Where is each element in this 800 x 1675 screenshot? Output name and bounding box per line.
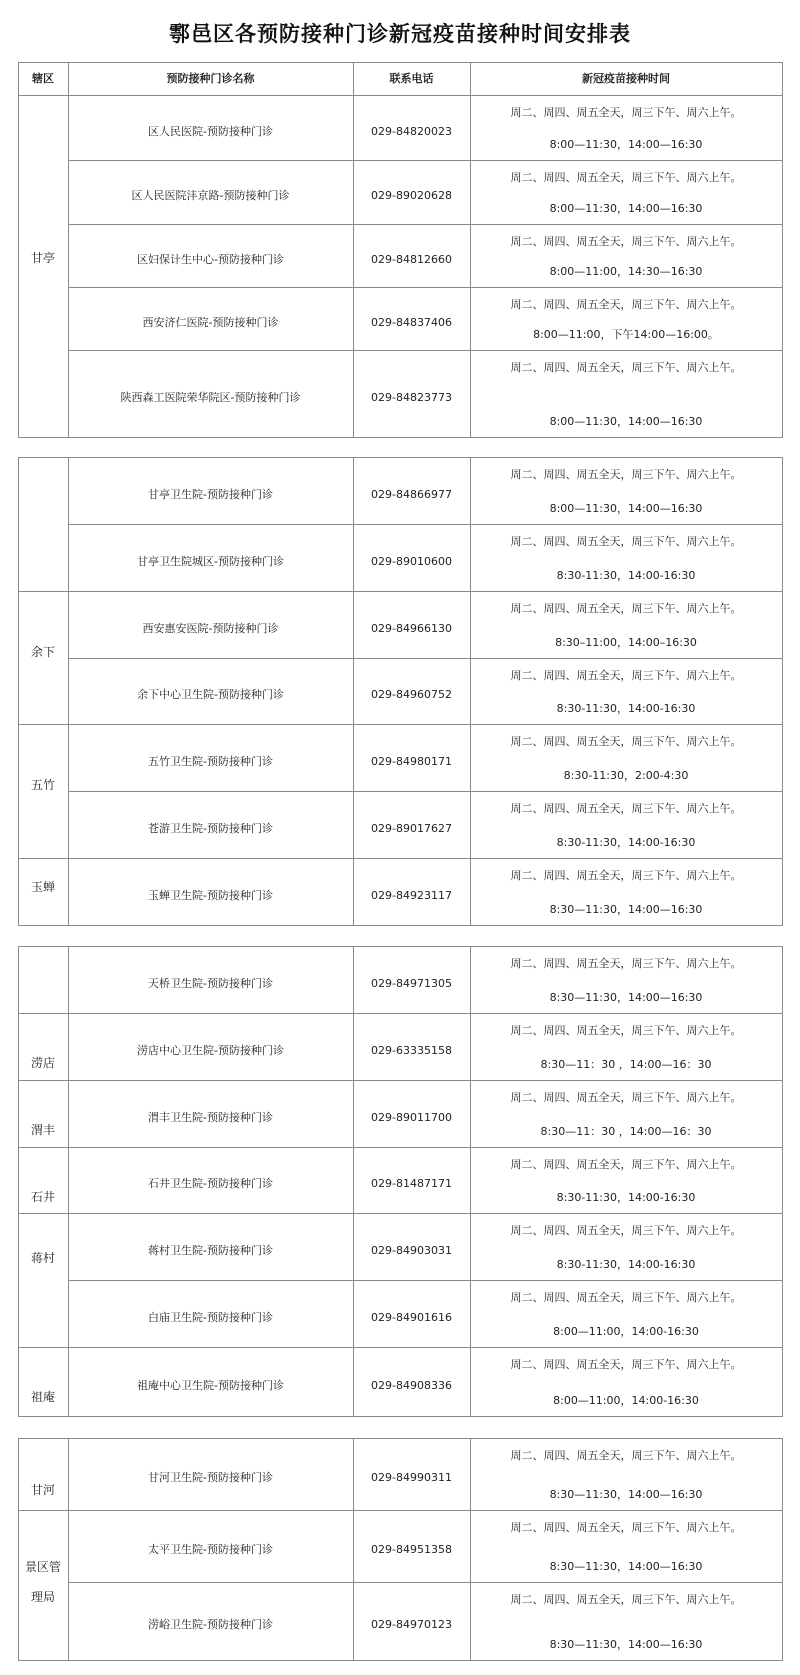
clinic-name: 区人民医院沣京路-预防接种门诊	[131, 189, 290, 202]
phone-number: 029-84966130	[371, 621, 452, 635]
table-rule-h	[18, 946, 783, 947]
table-rule-v	[782, 457, 783, 926]
table-rule-h	[18, 591, 69, 592]
table-rule-h	[68, 724, 783, 725]
clinic-name: 玉蝉卫生院-预防接种门诊	[148, 888, 273, 902]
district-label: 祖庵	[30, 1390, 56, 1404]
table-rule-h	[18, 95, 783, 96]
table-rule-v	[68, 946, 69, 1416]
clinic-name: 蒋村卫生院-预防接种门诊	[148, 1243, 273, 1257]
clinic-name: 西安济仁医院-预防接种门诊	[142, 315, 279, 329]
phone-number: 029-84970123	[371, 1618, 452, 1631]
table-rule-v	[353, 62, 354, 437]
clinic-name: 涝店中心卫生院-预防接种门诊	[137, 1043, 284, 1057]
district-label: 景区管	[24, 1560, 62, 1574]
phone-number: 029-84820023	[371, 124, 452, 138]
table-rule-h	[18, 437, 783, 438]
phone-number: 029-84990311	[371, 1471, 452, 1484]
schedule-days: 周二、周四、周五全天，周三下午、周六上午。	[510, 468, 742, 481]
table-rule-h	[18, 1147, 69, 1148]
table-rule-h	[68, 791, 783, 792]
phone-number: 029-84923117	[371, 888, 452, 902]
phone-number: 029-84960752	[371, 688, 452, 701]
table-rule-h	[68, 287, 783, 288]
clinic-name: 西安惠安医院-预防接种门诊	[142, 621, 279, 635]
schedule-days: 周二、周四、周五全天，周三下午、周六上午。	[510, 106, 742, 119]
table-rule-h	[18, 1510, 69, 1511]
phone-number: 029-84980171	[371, 754, 452, 768]
table-rule-h	[68, 1080, 783, 1081]
phone-number: 029-63335158	[371, 1043, 452, 1057]
clinic-name: 五竹卫生院-预防接种门诊	[148, 754, 273, 768]
phone-number: 029-84866977	[371, 487, 452, 501]
phone-number: 029-84908336	[371, 1378, 452, 1392]
clinic-name: 涝峪卫生院-预防接种门诊	[148, 1618, 273, 1631]
schedule-days: 周二、周四、周五全天，周三下午、周六上午。	[510, 1024, 742, 1037]
phone-number: 029-89010600	[371, 554, 452, 568]
schedule-days: 周二、周四、周五全天，周三下午、周六上午。	[510, 735, 742, 748]
table-rule-h	[18, 1213, 69, 1214]
clinic-name: 渭丰卫生院-预防接种门诊	[148, 1110, 273, 1124]
schedule-hours: 8:00—11:30，14:00—16:30	[549, 415, 703, 428]
table-rule-h	[68, 224, 783, 225]
table-rule-v	[470, 457, 471, 925]
table-rule-h	[18, 724, 69, 725]
table-rule-h	[68, 160, 783, 161]
phone-number: 029-89011700	[371, 1110, 452, 1124]
table-rule-v	[470, 1438, 471, 1660]
district-label: 涝店	[30, 1056, 56, 1070]
table-rule-v	[470, 62, 471, 437]
page-title: 鄠邑区各预防接种门诊新冠疫苗接种时间安排表	[169, 22, 631, 46]
district-label: 玉蝉	[30, 880, 56, 894]
schedule-days: 周二、周四、周五全天，周三下午、周六上午。	[510, 602, 742, 615]
schedule-days: 周二、周四、周五全天，周三下午、周六上午。	[510, 535, 742, 548]
district-label: 渭丰	[30, 1123, 56, 1137]
table-rule-h	[68, 658, 783, 659]
table-rule-v	[353, 946, 354, 1416]
schedule-hours: 8:00—11:30，14:00—16:30	[549, 202, 703, 215]
table-rule-h	[68, 1510, 783, 1511]
district-label: 甘河	[30, 1483, 56, 1497]
schedule-days: 周二、周四、周五全天，周三下午、周六上午。	[510, 1224, 742, 1237]
schedule-hours: 8:00—11:00，14:00-16:30	[553, 1325, 699, 1338]
schedule-hours: 8:30—11:30，14:00—16:30	[549, 991, 703, 1004]
clinic-name: 甘亭卫生院-预防接种门诊	[148, 487, 273, 501]
table-rule-h	[68, 591, 783, 592]
schedule-days: 周二、周四、周五全天，周三下午、周六上午。	[510, 1358, 742, 1371]
district-label: 蒋村	[30, 1251, 56, 1265]
schedule-hours: 8:30—11:30，14:00—16:30	[549, 903, 703, 916]
table-rule-v	[18, 457, 19, 925]
schedule-days: 周二、周四、周五全天，周三下午、周六上午。	[510, 1593, 742, 1606]
phone-number: 029-84971305	[371, 976, 452, 990]
phone-number: 029-84837406	[371, 315, 452, 329]
table-section	[18, 62, 782, 438]
table-rule-h	[18, 1660, 783, 1661]
table-section	[18, 1438, 782, 1661]
header-phone: 联系电话	[389, 71, 434, 85]
schedule-hours: 8:30—11:30，14:00—16:30	[549, 1638, 703, 1651]
schedule-days: 周二、周四、周五全天，周三下午、周六上午。	[510, 1291, 742, 1304]
schedule-days: 周二、周四、周五全天，周三下午、周六上午。	[510, 1449, 742, 1462]
table-rule-h	[18, 858, 69, 859]
schedule-hours: 8:00—11:00，14:30—16:30	[549, 265, 703, 278]
table-rule-v	[68, 457, 69, 925]
schedule-days: 周二、周四、周五全天，周三下午、周六上午。	[510, 361, 742, 374]
table-rule-h	[18, 62, 783, 63]
phone-number: 029-84903031	[371, 1243, 452, 1257]
table-rule-h	[68, 1013, 783, 1014]
clinic-name: 石井卫生院-预防接种门诊	[148, 1177, 273, 1190]
phone-number: 029-84823773	[371, 390, 452, 404]
schedule-days: 周二、周四、周五全天，周三下午、周六上午。	[510, 957, 742, 970]
schedule-hours: 8:30-11:30，14:00-16:30	[556, 1191, 696, 1204]
table-rule-h	[18, 457, 783, 458]
table-rule-h	[68, 1280, 783, 1281]
table-rule-h	[68, 524, 783, 525]
table-rule-h	[18, 1013, 69, 1014]
schedule-hours: 8:00—11:30，14:00—16:30	[549, 138, 703, 151]
table-rule-v	[68, 1438, 69, 1660]
schedule-hours: 8:00—11:30，14:00—16:30	[549, 502, 703, 515]
table-rule-h	[68, 350, 783, 351]
table-rule-h	[18, 1347, 69, 1348]
table-rule-v	[18, 946, 19, 1416]
phone-number: 029-89017627	[371, 821, 452, 835]
clinic-name: 余下中心卫生院-预防接种门诊	[137, 688, 284, 701]
schedule-hours: 8:30—11:30，14:00—16:30	[549, 1488, 703, 1501]
table-rule-v	[782, 62, 783, 438]
table-rule-v	[353, 457, 354, 925]
table-rule-h	[68, 858, 783, 859]
district-label: 甘亭	[30, 251, 56, 265]
table-rule-v	[68, 62, 69, 437]
table-rule-h	[68, 1347, 783, 1348]
table-rule-h	[18, 1080, 69, 1081]
schedule-days: 周二、周四、周五全天，周三下午、周六上午。	[510, 802, 742, 815]
table-rule-v	[782, 1438, 783, 1661]
table-rule-h	[18, 925, 783, 926]
table-rule-v	[470, 946, 471, 1416]
clinic-name: 甘河卫生院-预防接种门诊	[148, 1471, 273, 1484]
clinic-name: 白庙卫生院-预防接种门诊	[148, 1310, 273, 1324]
clinic-name: 太平卫生院-预防接种门诊	[148, 1543, 273, 1556]
schedule-days: 周二、周四、周五全天，周三下午、周六上午。	[510, 298, 742, 311]
header-district: 辖区	[32, 71, 54, 85]
table-rule-v	[18, 1438, 19, 1660]
schedule-hours: 8:30-11:30，14:00-16:30	[556, 836, 696, 849]
table-rule-h	[68, 1147, 783, 1148]
schedule-hours: 8:30-11:30，14:00-16:30	[556, 1258, 696, 1271]
schedule-hours: 8:30—11：30 ，14:00—16：30	[540, 1125, 712, 1138]
schedule-days: 周二、周四、周五全天，周三下午、周六上午。	[510, 869, 742, 882]
phone-number: 029-84812660	[371, 252, 452, 266]
table-rule-v	[18, 62, 19, 437]
clinic-name: 苍游卫生院-预防接种门诊	[148, 821, 273, 835]
header-clinic-name: 预防接种门诊名称	[166, 71, 255, 85]
schedule-days: 周二、周四、周五全天，周三下午、周六上午。	[510, 669, 742, 682]
district-label: 五竹	[30, 778, 56, 792]
schedule-hours: 8:30-11:30，14:00-16:30	[556, 569, 696, 582]
header-vaccination-time: 新冠疫苗接种时间	[582, 71, 670, 85]
table-rule-v	[353, 1438, 354, 1660]
schedule-hours: 8:30—11:30，14:00—16:30	[549, 1560, 703, 1573]
clinic-name: 区人民医院-预防接种门诊	[148, 124, 273, 138]
phone-number: 029-89020628	[371, 189, 452, 202]
table-rule-h	[68, 1213, 783, 1214]
schedule-hours: 8:30–11:00，14:00–16:30	[555, 636, 697, 649]
schedule-days: 周二、周四、周五全天，周三下午、周六上午。	[510, 1091, 742, 1104]
phone-number: 029-81487171	[371, 1177, 452, 1190]
district-label: 理局	[30, 1590, 56, 1604]
table-rule-v	[782, 946, 783, 1417]
schedule-days: 周二、周四、周五全天，周三下午、周六上午。	[510, 171, 742, 184]
table-rule-h	[18, 1416, 783, 1417]
clinic-name: 祖庵中心卫生院-预防接种门诊	[137, 1378, 284, 1392]
table-rule-h	[68, 1582, 783, 1583]
schedule-hours: 8:30—11：30 ，14:00—16：30	[540, 1058, 712, 1071]
clinic-name: 陕西森工医院荣华院区-预防接种门诊	[120, 390, 301, 404]
schedule-days: 周二、周四、周五全天，周三下午、周六上午。	[510, 235, 742, 248]
table-rule-h	[18, 1438, 783, 1439]
clinic-name: 天桥卫生院-预防接种门诊	[148, 976, 273, 990]
phone-number: 029-84951358	[371, 1543, 452, 1556]
district-label: 余下	[30, 645, 56, 659]
schedule-hours: 8:30-11:30，2:00-4:30	[563, 769, 689, 782]
table-section	[18, 457, 782, 926]
schedule-hours: 8:00—11:00，下午14:00—16:00。	[533, 328, 719, 341]
table-section	[18, 946, 782, 1417]
phone-number: 029-84901616	[371, 1310, 452, 1324]
clinic-name: 甘亭卫生院城区-预防接种门诊	[137, 554, 284, 568]
schedule-days: 周二、周四、周五全天，周三下午、周六上午。	[510, 1521, 742, 1534]
schedule-days: 周二、周四、周五全天，周三下午、周六上午。	[510, 1158, 742, 1171]
district-label: 石井	[30, 1190, 56, 1204]
clinic-name: 区妇保计生中心-预防接种门诊	[137, 252, 284, 266]
schedule-hours: 8:00—11:00，14:00-16:30	[553, 1394, 699, 1407]
schedule-hours: 8:30-11:30，14:00-16:30	[556, 702, 696, 715]
